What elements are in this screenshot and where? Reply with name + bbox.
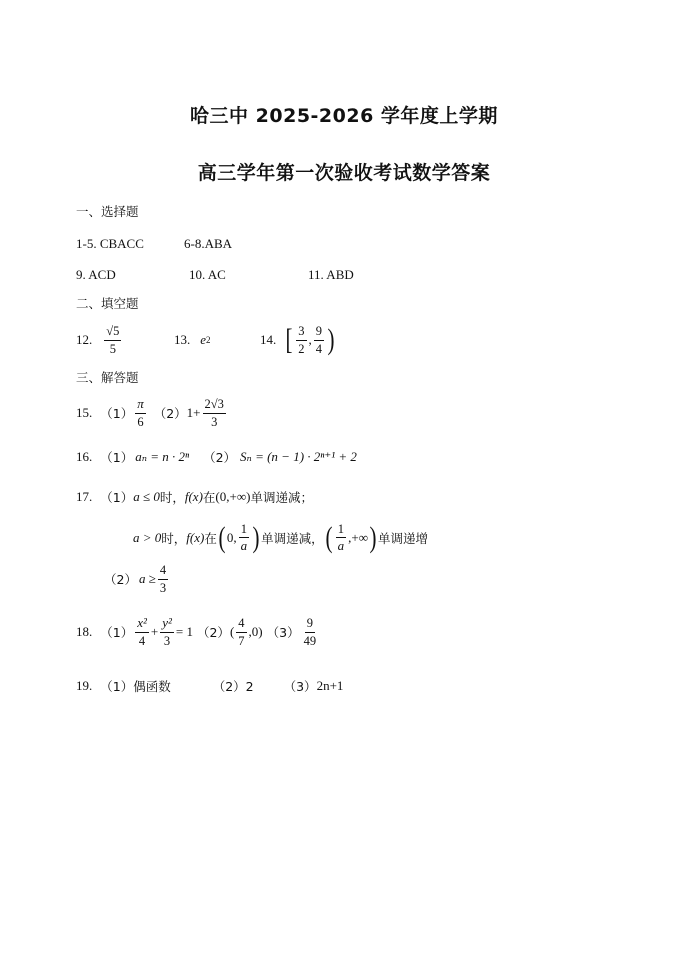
answer-18 — [76, 612, 320, 652]
numerator: √5 — [104, 324, 121, 340]
exponent-base: e — [200, 332, 207, 347]
text: 单调递增 — [377, 531, 428, 546]
part-label: （1） — [100, 406, 134, 421]
fraction — [314, 324, 324, 356]
question-number: 16. — [76, 449, 93, 464]
point-open: ( — [229, 624, 235, 639]
denominator: 2 — [298, 341, 305, 356]
fraction — [239, 522, 250, 554]
denominator: 4 — [138, 633, 146, 648]
answer-16 — [76, 446, 357, 468]
answer-17-line-2 — [133, 518, 428, 558]
choice-answer-9: 9. ACD — [76, 267, 116, 282]
part-label: （2） — [104, 572, 137, 587]
interval-end: ,+∞ — [348, 530, 368, 545]
denominator: 3 — [163, 633, 171, 648]
denominator: 4 — [315, 341, 322, 356]
fraction — [302, 616, 319, 648]
right-parenthesis: ) — [369, 521, 377, 554]
numerator: y² — [160, 616, 174, 633]
document-title: 哈三中 2025-2026 学年度上学期 — [190, 105, 498, 127]
answer-15 — [76, 394, 228, 432]
question-number: 12. — [76, 332, 93, 347]
left-bracket: [ — [285, 323, 293, 356]
numerator: 9 — [305, 616, 315, 632]
point-close: ,0) — [248, 624, 263, 639]
right-parenthesis: ) — [252, 521, 260, 554]
numerator: 4 — [236, 616, 246, 632]
denominator: 5 — [109, 341, 116, 356]
numerator: 2√3 — [203, 397, 226, 413]
question-number: 15. — [76, 405, 93, 420]
numerator: x² — [135, 616, 149, 633]
choice-answer-10: 10. AC — [189, 267, 226, 282]
formula: aₙ = n · 2ⁿ — [135, 449, 190, 464]
document-subtitle: 高三学年第一次验收考试数学答案 — [197, 162, 491, 184]
denominator: 49 — [303, 633, 317, 648]
answer-17-part-2 — [104, 560, 170, 598]
question-number: 19. — [76, 678, 93, 693]
part-label: （1） — [100, 625, 134, 640]
fraction — [104, 324, 121, 356]
equals: = 1 — [175, 624, 193, 639]
expression: 1+ — [186, 405, 201, 420]
condition: a > 0 — [133, 530, 162, 545]
numerator: 3 — [296, 324, 306, 340]
part-label: （3） — [266, 625, 300, 640]
formula: Sₙ = (n − 1) · 2ⁿ⁺¹ + 2 — [240, 449, 357, 464]
left-parenthesis: ( — [325, 521, 333, 554]
fraction — [336, 522, 347, 554]
fill-answer-14 — [260, 322, 336, 358]
part-label: （2） — [196, 625, 230, 640]
question-number: 14. — [260, 332, 277, 347]
formula: 2n+1 — [316, 678, 344, 693]
denominator: a — [337, 538, 345, 554]
left-parenthesis: ( — [218, 521, 226, 554]
numerator: 1 — [336, 522, 346, 538]
part-label: （1）偶函数 — [100, 679, 171, 694]
choice-answer-11: 11. ABD — [308, 267, 354, 282]
text: 单调递减， — [261, 531, 324, 546]
fraction — [296, 324, 306, 356]
comma: , — [308, 332, 312, 347]
fraction — [203, 397, 226, 429]
question-number: 17. — [76, 489, 93, 504]
choice-answers-6-8: 6-8.ABA — [184, 236, 233, 251]
interval: (0,+∞) — [215, 489, 251, 504]
part-label: （1） — [100, 490, 134, 505]
fill-answer-12 — [76, 322, 123, 358]
part-label: （2） — [203, 450, 237, 465]
denominator: 6 — [137, 414, 144, 429]
denominator: 3 — [211, 414, 218, 429]
fraction — [135, 397, 146, 429]
right-parenthesis: ) — [327, 323, 335, 356]
numerator: π — [135, 397, 146, 414]
text: 在 — [204, 531, 217, 546]
numerator: 9 — [314, 324, 324, 340]
text: 在 — [202, 490, 216, 505]
choice-answers-1-5: 1-5. CBACC — [76, 236, 144, 251]
text: 时， — [159, 490, 185, 505]
section-heading-choice: 一、选择题 — [76, 204, 139, 219]
part-label: （3） — [283, 679, 317, 694]
section-heading-fill: 二、填空题 — [76, 296, 139, 311]
numerator: 1 — [239, 522, 249, 538]
part-label: （2） — [153, 406, 187, 421]
operator: + — [150, 624, 159, 639]
text: 单调递减； — [250, 490, 313, 505]
denominator: a — [240, 538, 248, 554]
part-label: （1） — [100, 450, 134, 465]
section-heading-solve: 三、解答题 — [76, 370, 139, 385]
part-label: （2）2 — [212, 679, 254, 694]
fraction — [236, 616, 246, 648]
text: 时， — [161, 531, 187, 546]
function: f(x) — [186, 530, 205, 545]
condition: a ≤ 0 — [133, 489, 160, 504]
inequality: a ≥ — [138, 571, 156, 586]
fraction — [160, 616, 174, 648]
denominator: 7 — [238, 633, 245, 648]
fraction — [135, 616, 149, 648]
numerator: 4 — [158, 563, 168, 579]
interval-start: 0, — [226, 530, 237, 545]
denominator: 3 — [159, 580, 167, 595]
fill-answer-13: 13. e 2 — [174, 332, 211, 347]
answer-17-line-1 — [76, 486, 313, 508]
question-number: 18. — [76, 624, 93, 639]
question-number: 13. — [174, 332, 191, 347]
fraction — [158, 563, 168, 595]
answer-19 — [76, 675, 343, 697]
function: f(x) — [184, 489, 203, 504]
